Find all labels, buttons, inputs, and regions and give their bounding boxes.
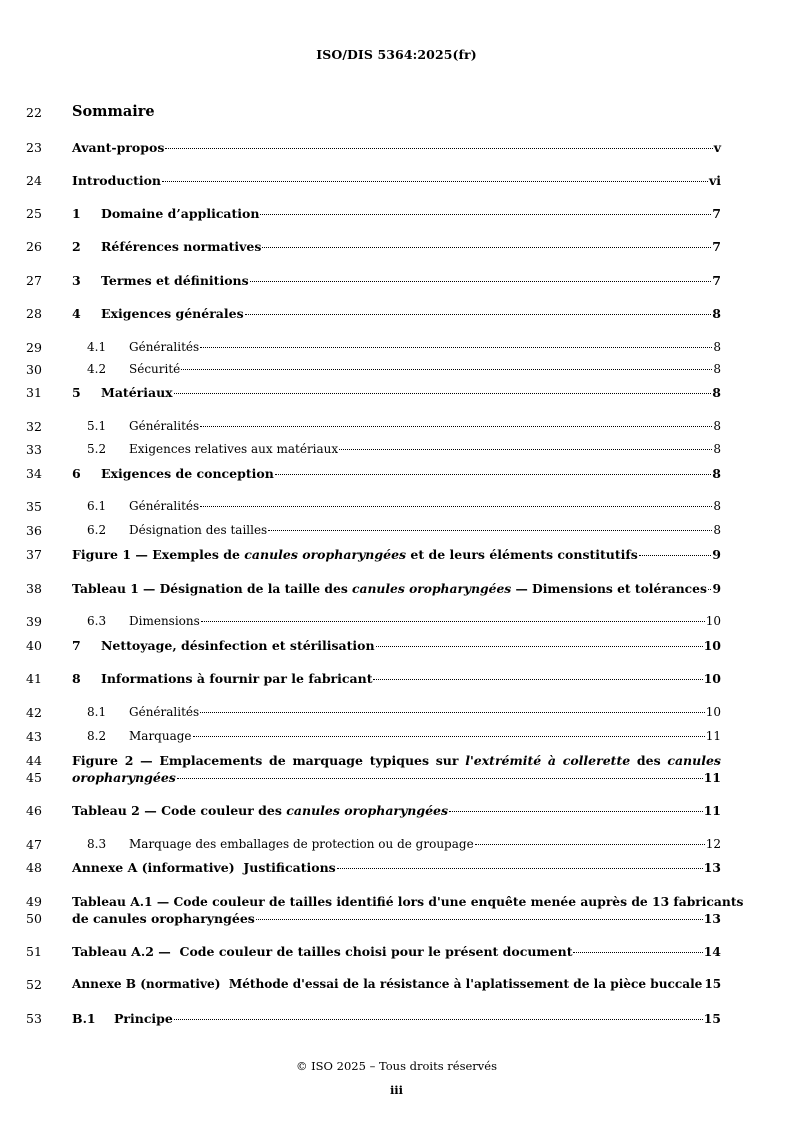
toc-page-number: 7 xyxy=(712,273,721,288)
toc-entry-text[interactable]: Annexe B (normative) Méthode d'essai de la résistance à l'aplatissement de la pièce buccale xyxy=(72,977,703,991)
toc-entry-text[interactable]: Marquage des emballages de protection ou de groupage xyxy=(129,837,474,851)
toc-entry-section-5[interactable] xyxy=(0,385,793,401)
section-number: 4.1 xyxy=(87,340,107,354)
toc-entry-section-5-1[interactable] xyxy=(0,419,793,435)
dot-leader xyxy=(165,138,712,149)
dot-leader xyxy=(245,304,712,315)
toc-page-number: 15 xyxy=(703,1011,721,1026)
line-number: 36 xyxy=(26,523,42,538)
line-number: 52 xyxy=(26,977,42,992)
line-number: 31 xyxy=(26,385,42,400)
copyright-footer: © ISO 2025 – Tous droits réservés xyxy=(295,1059,497,1073)
section-number: 6 xyxy=(72,466,81,481)
toc-entry-introduction[interactable] xyxy=(0,173,793,189)
line-number: 47 xyxy=(26,837,42,852)
toc-page-number: 9 xyxy=(712,581,721,596)
line-number: 27 xyxy=(26,273,42,288)
toc-entry-text[interactable]: Nettoyage, désinfection et stérilisation xyxy=(101,638,375,653)
dot-leader xyxy=(181,359,712,370)
toc-page-number: 10 xyxy=(705,614,721,628)
toc-title-row xyxy=(0,105,793,123)
line-number: 44 xyxy=(26,753,42,768)
toc-entry-text[interactable]: Exigences relatives aux matériaux xyxy=(129,442,339,456)
line-number: 37 xyxy=(26,547,42,562)
dot-leader xyxy=(262,237,711,248)
dot-leader xyxy=(708,579,712,590)
toc-entry-section-4-1[interactable] xyxy=(0,340,793,356)
toc-entry-text[interactable]: oropharyngées xyxy=(72,770,176,785)
document-header: ISO/DIS 5364:2025(fr) xyxy=(316,47,477,62)
section-number: 8.2 xyxy=(87,729,107,743)
toc-page-number: 15 xyxy=(704,977,722,991)
toc-page-number: vi xyxy=(708,173,721,188)
dot-leader xyxy=(193,726,705,737)
section-number: 6.1 xyxy=(87,499,107,513)
line-number: 22 xyxy=(26,105,42,120)
dot-leader xyxy=(200,337,712,348)
toc-entry-section-1[interactable] xyxy=(0,206,793,222)
toc-page-number: 9 xyxy=(712,547,721,562)
dot-leader xyxy=(373,669,702,680)
toc-entry-section-8-3[interactable] xyxy=(0,837,793,853)
toc-entry-avant-propos[interactable] xyxy=(0,140,793,156)
line-number: 24 xyxy=(26,173,42,188)
toc-entry-text[interactable]: Avant-propos xyxy=(72,140,165,155)
dot-leader xyxy=(201,611,705,622)
line-number: 26 xyxy=(26,239,42,254)
line-number: 30 xyxy=(26,362,42,377)
dot-leader xyxy=(162,171,708,182)
toc-entry-table-a2[interactable] xyxy=(0,944,793,960)
toc-entry-section-4-2[interactable] xyxy=(0,362,793,378)
line-number: 41 xyxy=(26,671,42,686)
toc-entry-text[interactable]: Tableau 2 — Code couleur des canules oropharyngées xyxy=(72,803,449,818)
toc-page-number: 8 xyxy=(713,362,721,376)
dot-leader xyxy=(256,909,703,920)
toc-entry-text[interactable]: Domaine d’application xyxy=(101,206,260,221)
line-number: 40 xyxy=(26,638,42,653)
toc-entry-text[interactable]: Références normatives xyxy=(101,239,262,254)
line-number: 51 xyxy=(26,944,42,959)
toc-entry-section-8-2[interactable] xyxy=(0,729,793,745)
section-number: 8.3 xyxy=(87,837,107,851)
toc-entry-text[interactable]: Généralités xyxy=(129,419,200,433)
toc-entry-section-8[interactable] xyxy=(0,671,793,687)
toc-page-number: 7 xyxy=(712,239,721,254)
toc-page-number: 8 xyxy=(712,466,721,481)
dot-leader xyxy=(250,271,712,282)
line-number: 33 xyxy=(26,442,42,457)
toc-page-number: 8 xyxy=(713,419,721,433)
toc-entry-text[interactable]: Tableau A.1 — Code couleur de tailles identifié lors d'une enquête menée auprès de 13 fabricants xyxy=(72,894,744,909)
dot-leader xyxy=(268,520,712,531)
toc-title: Sommaire xyxy=(72,103,155,120)
toc-entry-table-a1[interactable] xyxy=(0,894,793,910)
line-number: 25 xyxy=(26,206,42,221)
toc-page-number: 11 xyxy=(705,729,721,743)
toc-entry-figure-2[interactable] xyxy=(0,753,793,769)
line-number: 38 xyxy=(26,581,42,596)
toc-entry-text[interactable]: Marquage xyxy=(129,729,192,743)
toc-page-number: 10 xyxy=(705,705,721,719)
dot-leader xyxy=(177,768,703,779)
section-number: 4 xyxy=(72,306,81,321)
line-number: 42 xyxy=(26,705,42,720)
toc-entry-section-2[interactable] xyxy=(0,239,793,255)
dot-leader xyxy=(200,702,705,713)
dot-leader xyxy=(339,439,712,450)
section-number: 2 xyxy=(72,239,81,254)
toc-page-number: 11 xyxy=(703,803,721,818)
toc-entry-text[interactable]: Exigences générales xyxy=(101,306,244,321)
toc-entry-text[interactable]: Tableau 1 — Désignation de la taille des canules oropharyngées — Dimensions et tolérances xyxy=(72,581,707,596)
toc-entry-section-6-1[interactable] xyxy=(0,499,793,515)
line-number: 53 xyxy=(26,1011,42,1026)
section-number: 4.2 xyxy=(87,362,107,376)
section-number: 8.1 xyxy=(87,705,107,719)
section-number: 5 xyxy=(72,385,81,400)
line-number: 48 xyxy=(26,860,42,875)
section-number: 6.2 xyxy=(87,523,107,537)
toc-entry-figure-1[interactable] xyxy=(0,547,793,563)
toc-entry-text[interactable]: Informations à fournir par le fabricant xyxy=(101,671,373,686)
line-number: 50 xyxy=(26,911,42,926)
dot-leader xyxy=(449,801,703,812)
line-number: 49 xyxy=(26,894,42,909)
section-number: 5.2 xyxy=(87,442,107,456)
dot-leader xyxy=(573,942,702,953)
dot-leader xyxy=(200,496,712,507)
line-number: 39 xyxy=(26,614,42,629)
section-number: 5.1 xyxy=(87,419,107,433)
toc-entry-section-3[interactable] xyxy=(0,273,793,289)
dot-leader xyxy=(200,416,712,427)
line-number: 23 xyxy=(26,140,42,155)
section-number: 3 xyxy=(72,273,81,288)
dot-leader xyxy=(639,545,711,556)
toc-entry-text[interactable]: Termes et définitions xyxy=(101,273,249,288)
toc-entry-text[interactable]: Généralités xyxy=(129,705,200,719)
section-number: 7 xyxy=(72,638,81,653)
toc-entry-section-5-2[interactable] xyxy=(0,442,793,458)
toc-page-number: 14 xyxy=(703,944,721,959)
toc-entry-text[interactable]: Introduction xyxy=(72,173,162,188)
toc-page-number: 13 xyxy=(703,860,721,875)
section-number: 1 xyxy=(72,206,81,221)
toc-entry-section-b1[interactable] xyxy=(0,1011,793,1027)
toc-entry-text[interactable]: Dimensions xyxy=(129,614,200,628)
toc-page-number: 8 xyxy=(712,306,721,321)
toc-entry-text[interactable]: Figure 2 — Emplacements de marquage typiques sur l'extrémité à collerette des canules xyxy=(72,753,721,768)
toc-entry-text[interactable]: Matériaux xyxy=(101,385,173,400)
line-number: 34 xyxy=(26,466,42,481)
toc-entry-text[interactable]: Annexe A (informative) Justifications xyxy=(72,860,336,875)
toc-page-number: 11 xyxy=(703,770,721,785)
dot-leader xyxy=(174,1009,703,1020)
toc-page-number: 8 xyxy=(713,442,721,456)
dot-leader xyxy=(260,204,711,215)
toc-entry-text[interactable]: Généralités xyxy=(129,340,200,354)
line-number: 32 xyxy=(26,419,42,434)
toc-page-number: 8 xyxy=(712,385,721,400)
toc-page-number: 10 xyxy=(703,671,721,686)
line-number: 43 xyxy=(26,729,42,744)
toc-entry-section-6-3[interactable] xyxy=(0,614,793,630)
section-number: B.1 xyxy=(72,1011,96,1026)
toc-entry-table-1[interactable] xyxy=(0,581,793,597)
toc-page-number: 13 xyxy=(703,911,721,926)
toc-page-number: 12 xyxy=(705,837,721,851)
toc-entry-text[interactable]: Tableau A.2 — Code couleur de tailles choisi pour le présent document xyxy=(72,944,573,959)
toc-entry-section-4[interactable] xyxy=(0,306,793,322)
dot-leader xyxy=(475,834,705,845)
line-number: 46 xyxy=(26,803,42,818)
toc-page-number: 10 xyxy=(703,638,721,653)
toc-entry-text[interactable]: de canules oropharyngées xyxy=(72,911,255,926)
toc-entry-figure-2-cont[interactable] xyxy=(0,770,793,786)
dot-leader xyxy=(275,464,712,475)
page-number: iii xyxy=(389,1083,404,1097)
toc-entry-text[interactable]: Exigences de conception xyxy=(101,466,274,481)
toc-entry-section-6[interactable] xyxy=(0,466,793,482)
section-number: 6.3 xyxy=(87,614,107,628)
dot-leader xyxy=(174,383,712,394)
dot-leader xyxy=(376,636,703,647)
section-number: 8 xyxy=(72,671,81,686)
toc-entry-text[interactable]: Généralités xyxy=(129,499,200,513)
toc-entry-section-6-2[interactable] xyxy=(0,523,793,539)
toc-entry-annex-a[interactable] xyxy=(0,860,793,876)
toc-entry-text[interactable]: Désignation des tailles xyxy=(129,523,268,537)
toc-entry-text[interactable]: Figure 1 — Exemples de canules oropharyngées et de leurs éléments constitutifs xyxy=(72,547,638,562)
toc-entry-annex-b[interactable] xyxy=(0,977,793,993)
toc-page-number: 8 xyxy=(713,340,721,354)
line-number: 35 xyxy=(26,499,42,514)
toc-entry-text[interactable]: Principe xyxy=(114,1011,173,1026)
toc-entry-section-8-1[interactable] xyxy=(0,705,793,721)
toc-entry-table-2[interactable] xyxy=(0,803,793,819)
line-number: 28 xyxy=(26,306,42,321)
toc-page-number: 8 xyxy=(713,523,721,537)
toc-entry-text[interactable]: Sécurité xyxy=(129,362,181,376)
line-number: 29 xyxy=(26,340,42,355)
toc-page-number: v xyxy=(713,140,721,155)
dot-leader xyxy=(337,858,703,869)
toc-page-number: 7 xyxy=(712,206,721,221)
toc-page-number: 8 xyxy=(713,499,721,513)
line-number: 45 xyxy=(26,770,42,785)
toc-entry-section-7[interactable] xyxy=(0,638,793,654)
toc-entry-table-a1-cont[interactable] xyxy=(0,911,793,927)
